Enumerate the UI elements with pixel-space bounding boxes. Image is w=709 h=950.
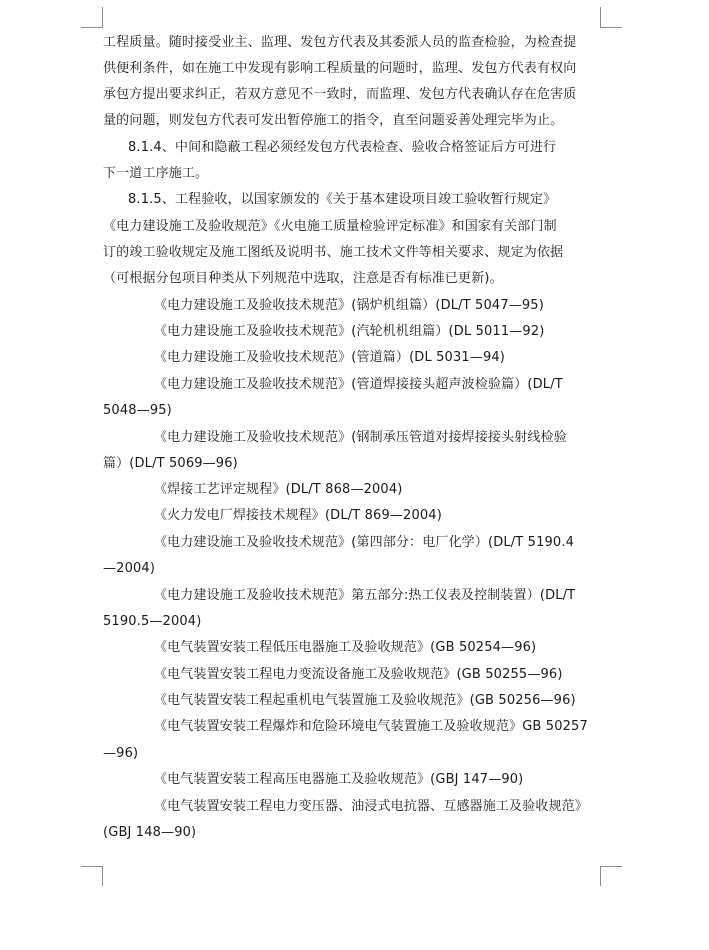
paragraph-line: 承包方提出要求纠正，若双方意见不一致时，而监理、发包方代表确认存在危害质 [103,87,577,102]
standard-item: 《电力建设施工及验收技术规范》(锅炉机组篇）(DL/T 5047—95) [154,298,544,313]
standard-item: 《电气装置安装工程起重机电气装置施工及验收规范》(GB 50256—96) [154,693,576,708]
standard-item: 《焊接工艺评定规程》(DL/T 868—2004) [154,482,403,497]
standard-item: 《电力建设施工及验收技术规范》第五部分:热工仪表及控制装置）(DL/T [154,588,576,603]
crop-mark-bottom-right-vertical [600,866,601,886]
standard-item: 《电力建设施工及验收技术规范》(汽轮机机组篇）(DL 5011—92) [154,324,545,339]
standard-item: 《电气装置安装工程电力变流设备施工及验收规范》(GB 50255—96) [154,667,563,682]
standard-item: 《电气装置安装工程电力变压器、油浸式电抗器、互感器施工及验收规范》 [154,799,588,814]
standard-item: 《电力建设施工及验收技术规范》(管道篇）(DL 5031—94) [154,350,506,365]
paragraph-line: 量的问题，则发包方代表可发出暂停施工的指令，直至问题妥善处理完毕为止。 [103,113,564,128]
crop-mark-bottom-right-horizontal [600,866,622,867]
standard-item: 《火力发电厂焊接技术规程》(DL/T 869—2004) [154,508,442,523]
clause-8-1-5-line: 8.1.5、工程验收，以国家颁发的《关于基本建设项目竣工验收暂行规定》 [128,192,557,207]
clause-8-1-4-line: 8.1.4、中间和隐蔽工程必须经发包方代表检查、验收合格签证后方可进行 [128,140,557,155]
crop-mark-top-left-vertical [102,7,103,27]
standard-item-continuation: (GBJ 148—90) [103,825,197,840]
crop-mark-top-right-vertical [600,7,601,27]
standard-item-continuation: 5190.5—2004) [103,614,202,629]
crop-mark-bottom-left-horizontal [81,866,103,867]
standard-item-continuation: 篇）(DL/T 5069—96) [103,456,238,471]
paragraph-line: 供便利条件，如在施工中发现有影响工程质量的问题时，监理、发包方代表有权向 [103,61,577,76]
clause-8-1-5-line: 订的竣工验收规定及施工图纸及说明书、施工技术文件等相关要求、规定为依据 [103,245,564,260]
crop-mark-bottom-left-vertical [102,866,103,886]
clause-8-1-4-line: 下一道工序施工。 [103,166,209,181]
clause-8-1-5-line: （可根据分包项目种类从下列规范中选取，注意是否有标准已更新)。 [103,271,503,286]
standard-item-continuation: —2004) [103,561,156,576]
standard-item-continuation: 5048—95) [103,403,172,418]
standard-item: 《电力建设施工及验收技术规范》(钢制承压管道对接焊接接头射线检验 [154,430,567,445]
crop-mark-top-left-horizontal [81,27,103,28]
standard-item: 《电力建设施工及验收技术规范》(第四部分：电厂化学）(DL/T 5190.4 [154,535,575,550]
standard-item: 《电力建设施工及验收技术规范》(管道焊接接头超声波检验篇）(DL/T [154,377,563,392]
standard-item: 《电气装置安装工程低压电器施工及验收规范》(GB 50254—96) [154,640,537,655]
clause-8-1-5-line: 《电力建设施工及验收规范》《火电施工质量检验评定标准》和国家有关部门制 [103,219,557,234]
crop-mark-top-right-horizontal [600,27,622,28]
paragraph-line: 工程质量。随时接受业主、监理、发包方代表及其委派人员的监查检验，为检查提 [103,35,577,50]
standard-item: 《电气装置安装工程高压电器施工及验收规范》(GBJ 147—90) [154,772,524,787]
standard-item: 《电气装置安装工程爆炸和危险环境电气装置施工及验收规范》GB 50257 [154,719,588,734]
standard-item-continuation: —96) [103,746,139,761]
